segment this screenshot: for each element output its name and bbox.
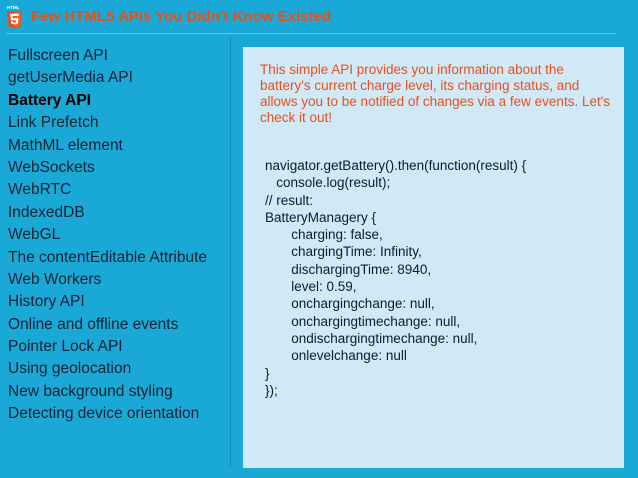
code-line: dischargingTime: 8940, xyxy=(265,261,432,277)
sidebar-item-getusermedia-api[interactable]: getUserMedia API xyxy=(8,69,133,87)
sidebar-item-web-workers[interactable]: Web Workers xyxy=(8,270,102,288)
content-panel xyxy=(243,47,624,468)
slide-header xyxy=(0,0,638,34)
sidebar-item-webgl[interactable]: WebGL xyxy=(8,226,61,244)
sidebar-item-battery-api[interactable]: Battery API xyxy=(8,91,91,109)
sidebar-nav xyxy=(8,45,228,426)
page-title: Few HTML5 APIs You Didn't Know Existed xyxy=(31,8,331,25)
code-line: onchargingchange: null, xyxy=(265,296,435,312)
code-line: level: 0.59, xyxy=(265,279,357,295)
code-line: }); xyxy=(265,382,278,398)
html5-logo-icon xyxy=(6,4,23,30)
sidebar-item-websockets[interactable]: WebSockets xyxy=(8,158,95,176)
sidebar-item-pointer-lock-api[interactable]: Pointer Lock API xyxy=(8,338,123,356)
sidebar-item-webrtc[interactable]: WebRTC xyxy=(8,181,72,199)
svg-text:HTML: HTML xyxy=(7,5,20,10)
code-sample xyxy=(265,157,526,399)
code-line: ondischargingtimechange: null, xyxy=(265,330,478,346)
column-divider xyxy=(230,36,231,468)
code-line: onchargingtimechange: null, xyxy=(265,313,461,329)
sidebar-item-online-and-offline-events[interactable]: Online and offline events xyxy=(8,315,179,333)
header-divider xyxy=(6,33,616,34)
code-line: navigator.getBattery().then(function(result) { xyxy=(265,158,527,173)
code-line: chargingTime: Infinity, xyxy=(265,244,422,260)
code-line: // result: xyxy=(265,192,314,208)
sidebar-item-using-geolocation[interactable]: Using geolocation xyxy=(8,360,132,378)
sidebar-item-detecting-device-orientation[interactable]: Detecting device orientation xyxy=(8,405,200,423)
sidebar-item-link-prefetch[interactable]: Link Prefetch xyxy=(8,114,99,132)
intro-text: This simple API provides you information about the battery's current charge level, its charging status, and allows you to be notified of changes via a few events. Let's check it out! xyxy=(260,62,611,125)
code-line: BatteryManagery { xyxy=(265,209,377,225)
code-line: console.log(result); xyxy=(265,175,391,191)
code-line: charging: false, xyxy=(265,227,383,243)
code-line: onlevelchange: null xyxy=(265,348,407,364)
code-line: } xyxy=(265,365,270,381)
sidebar-item-the-contenteditable-attribute[interactable]: The contentEditable Attribute xyxy=(8,248,208,266)
sidebar-item-history-api[interactable]: History API xyxy=(8,293,85,311)
sidebar-item-fullscreen-api[interactable]: Fullscreen API xyxy=(8,47,108,64)
sidebar-item-mathml-element[interactable]: MathML element xyxy=(8,136,123,154)
sidebar-item-indexeddb[interactable]: IndexedDB xyxy=(8,203,85,221)
sidebar-item-new-background-styling[interactable]: New background styling xyxy=(8,382,173,400)
